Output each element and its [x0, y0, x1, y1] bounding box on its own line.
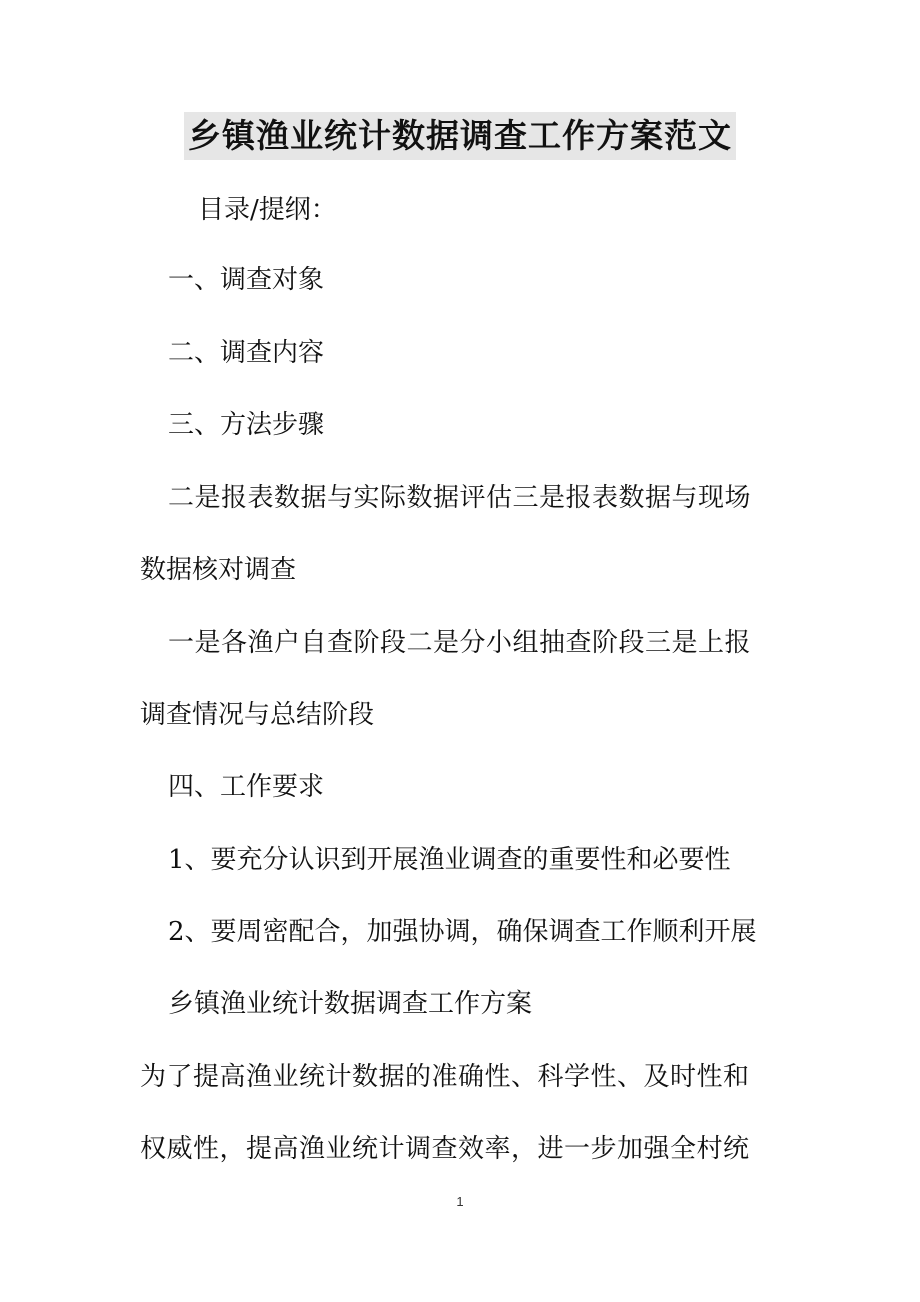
toc-item-survey-content: 二、调查内容 — [168, 338, 325, 368]
body-line: 一是各渔户自查阶段二是分小组抽查阶段三是上报 — [168, 628, 752, 658]
body-line: 二是报表数据与实际数据评估三是报表数据与现场 — [168, 483, 752, 513]
page-number: 1 — [456, 1194, 464, 1209]
body-line: 为了提高渔业统计数据的准确性、科学性、及时性和 — [140, 1062, 750, 1092]
toc-item-work-requirements: 四、工作要求 — [168, 772, 325, 802]
requirement-item-2: 2、要周密配合，加强协调，确保调查工作顺利开展 — [168, 917, 757, 947]
body-line: 权威性，提高渔业统计调查效率，进一步加强全村统 — [140, 1134, 750, 1164]
document-title: 乡镇渔业统计数据调查工作方案范文 — [184, 112, 736, 160]
title-container — [0, 112, 920, 160]
requirement-item-1: 1、要充分认识到开展渔业调查的重要性和必要性 — [168, 845, 731, 875]
section-title: 乡镇渔业统计数据调查工作方案 — [168, 989, 533, 1019]
toc-heading: 目录/提纲： — [198, 195, 337, 225]
body-line: 调查情况与总结阶段 — [140, 700, 375, 730]
toc-item-method-steps: 三、方法步骤 — [168, 410, 325, 440]
toc-item-survey-object: 一、调查对象 — [168, 265, 325, 295]
body-line: 数据核对调查 — [140, 555, 297, 585]
